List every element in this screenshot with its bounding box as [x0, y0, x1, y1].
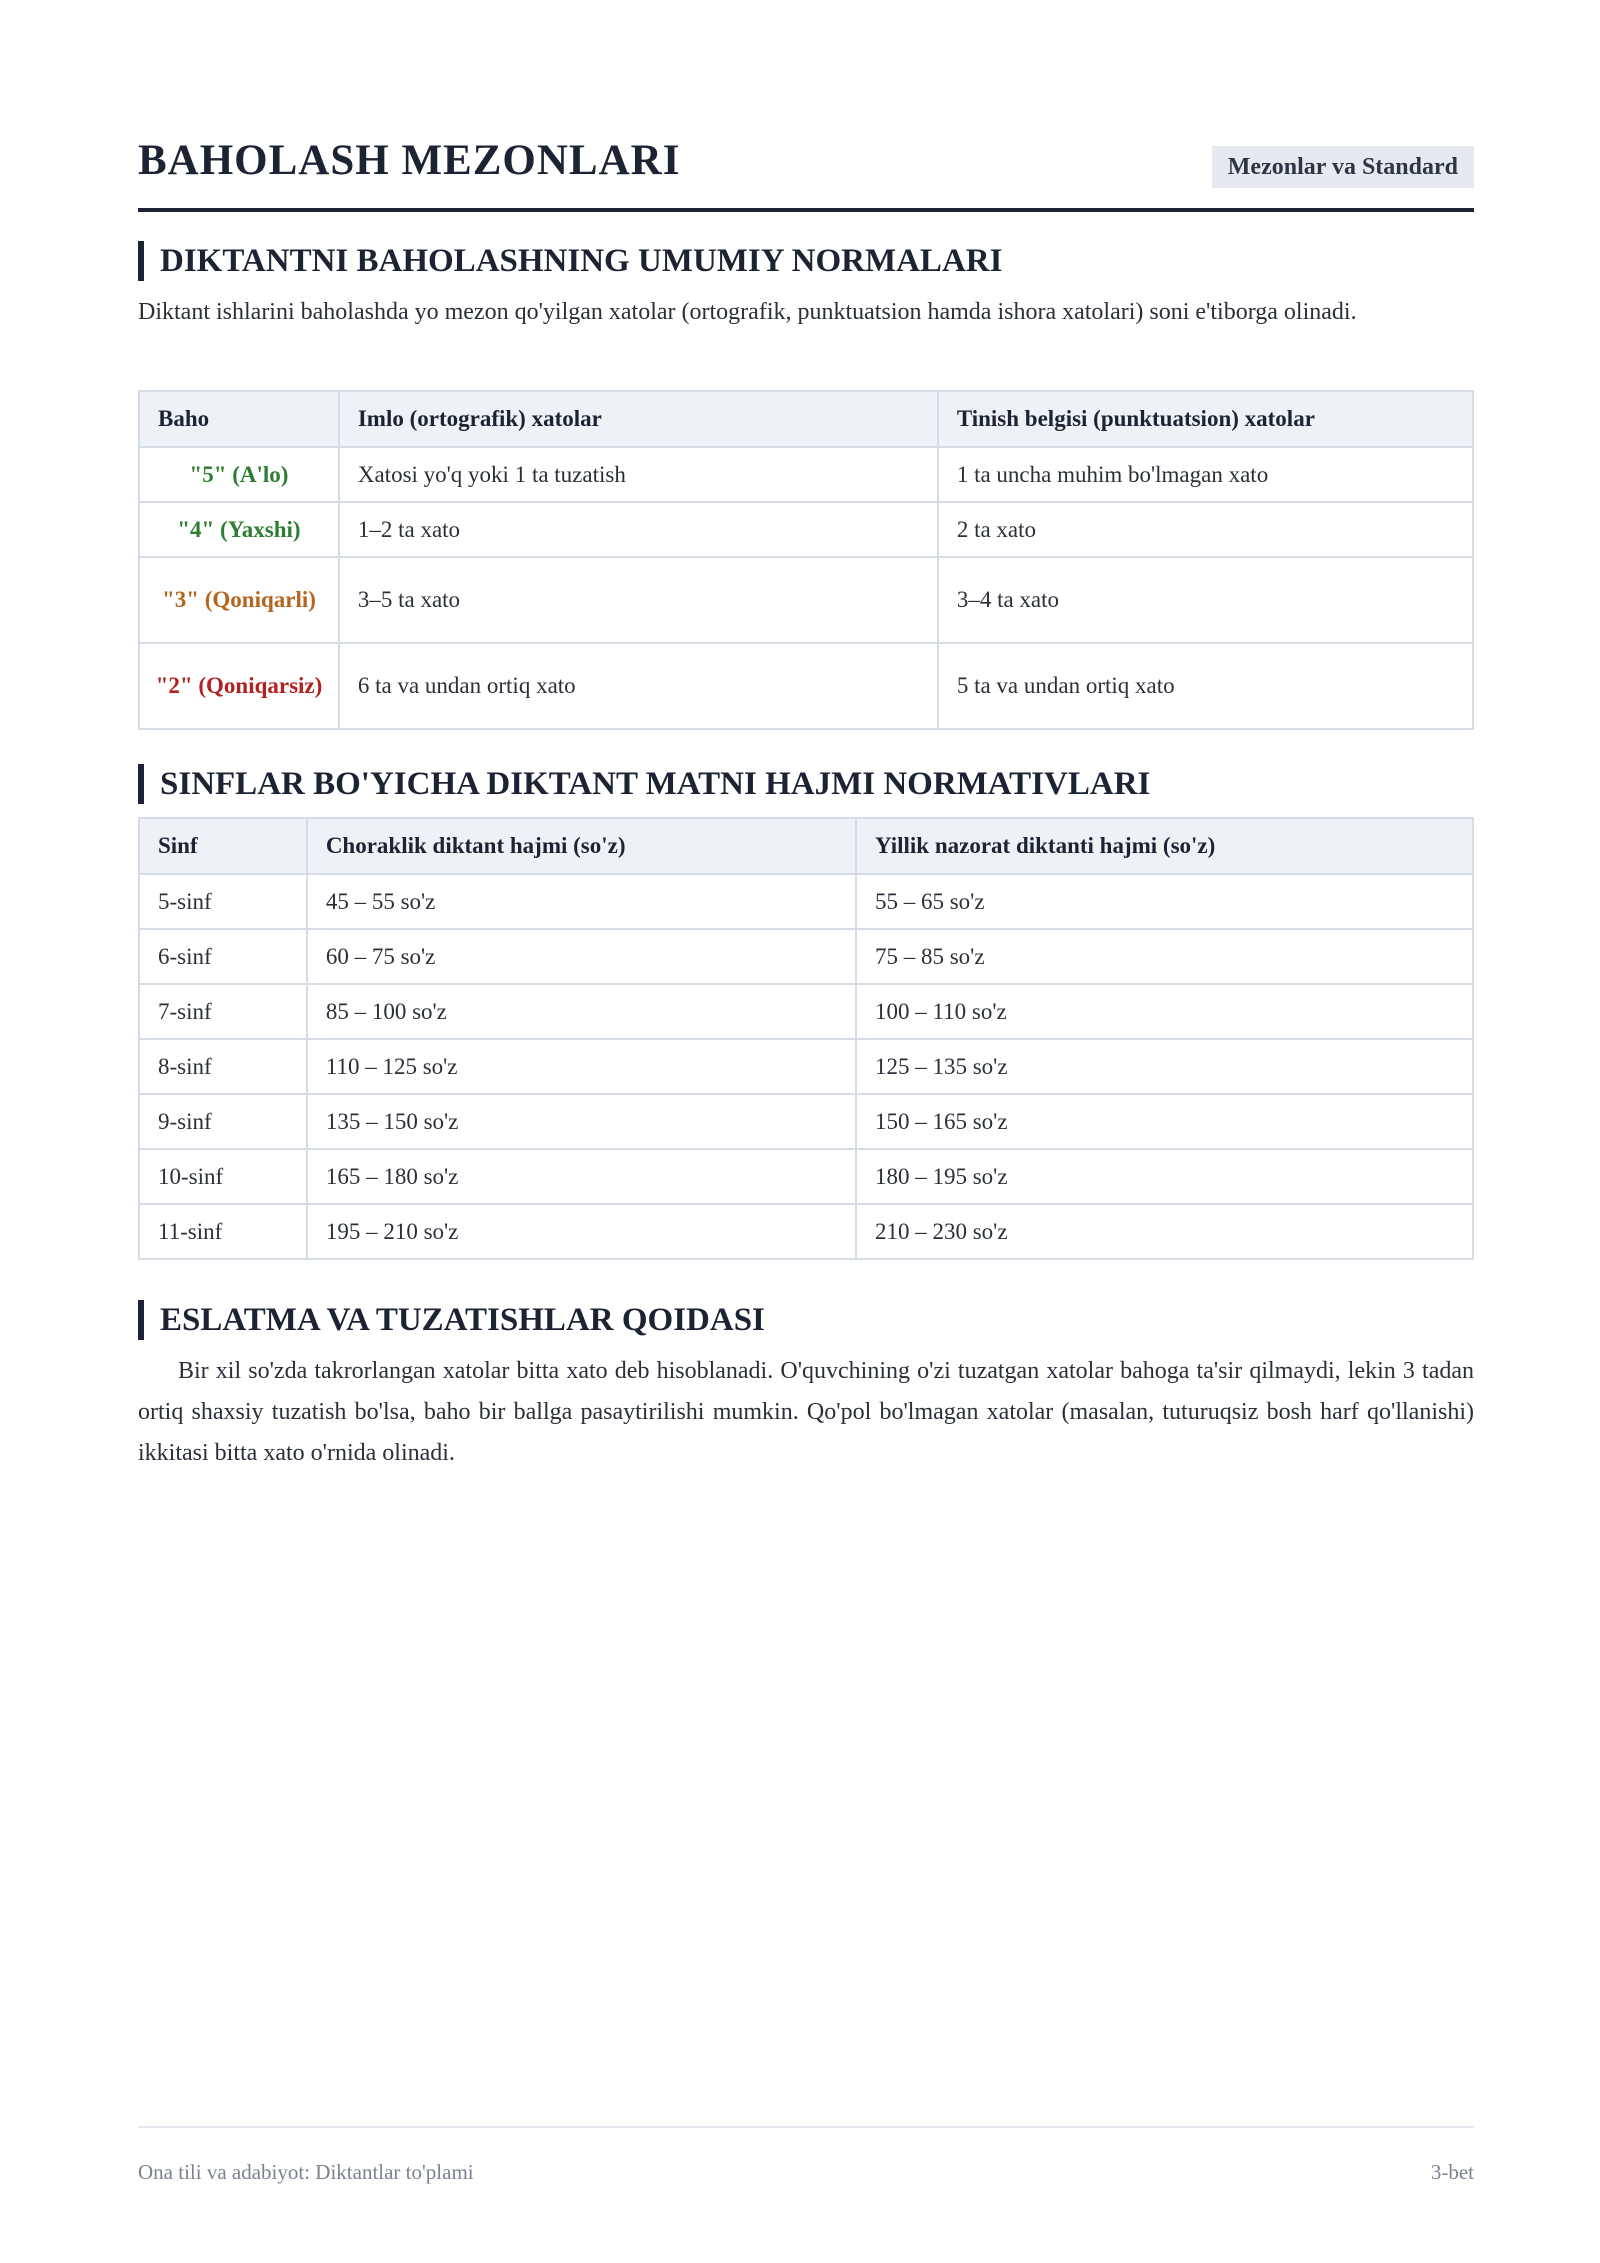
table-row — [139, 929, 1473, 984]
column-header: Sinf — [139, 818, 307, 874]
text-volume-table — [138, 817, 1474, 1260]
column-header: Baho — [139, 391, 339, 447]
table-row — [139, 502, 1473, 557]
annual-volume-cell: 100 – 110 so'z — [856, 984, 1473, 1039]
punctuation-errors-cell: 3–4 ta xato — [938, 557, 1473, 643]
table-row — [139, 984, 1473, 1039]
annual-volume-cell: 55 – 65 so'z — [856, 874, 1473, 929]
table-row — [139, 1204, 1473, 1259]
category-badge: Mezonlar va Standard — [1212, 146, 1474, 188]
annual-volume-cell: 210 – 230 so'z — [856, 1204, 1473, 1259]
section-title-general-norms: DIKTANTNI BAHOLASHNING UMUMIY NORMALARI — [138, 241, 1002, 281]
annual-volume-cell: 150 – 165 so'z — [856, 1094, 1473, 1149]
table-row — [139, 874, 1473, 929]
page-title: BAHOLASH MEZONLARI — [138, 137, 681, 184]
quarterly-volume-cell: 45 – 55 so'z — [307, 874, 856, 929]
page-number: 3-bet — [1430, 2160, 1474, 2184]
grade-level-cell: 10-sinf — [139, 1149, 307, 1204]
grade-level-cell: 7-sinf — [139, 984, 307, 1039]
grade-cell: "4" (Yaxshi) — [139, 502, 339, 557]
grade-level-cell: 8-sinf — [139, 1039, 307, 1094]
punctuation-errors-cell: 5 ta va undan ortiq xato — [938, 643, 1473, 729]
table-row — [139, 643, 1473, 729]
grade-level-cell: 6-sinf — [139, 929, 307, 984]
spelling-errors-cell: 1–2 ta xato — [339, 502, 938, 557]
punctuation-errors-cell: 1 ta uncha muhim bo'lmagan xato — [938, 447, 1473, 502]
punctuation-errors-cell: 2 ta xato — [938, 502, 1473, 557]
section-title-text-volume: SINFLAR BO'YICHA DIKTANT MATNI HAJMI NORMATIVLARI — [138, 764, 1150, 804]
page — [138, 0, 1474, 2263]
quarterly-volume-cell: 85 – 100 so'z — [307, 984, 856, 1039]
column-header: Yillik nazorat diktanti hajmi (so'z) — [856, 818, 1473, 874]
notes-paragraph: Bir xil so'zda takrorlangan xatolar bitta xato deb hisoblanadi. O'quvchining o'zi tuzatgan xatolar bahoga ta'sir qilmaydi, lekin 3 tadan ortiq shaxsiy tuzatish bo'lsa, baho bir ballga pasaytirilishi mumkin. Qo'pol bo'lmagan xatolar (masalan, tuturuqsiz bosh harf qo'llanishi) ikkitasi bitta xato o'rnida olinadi. — [138, 1358, 1474, 1466]
column-header: Tinish belgisi (punktuatsion) xatolar — [938, 391, 1473, 447]
grade-cell: "5" (A'lo) — [139, 447, 339, 502]
quarterly-volume-cell: 135 – 150 so'z — [307, 1094, 856, 1149]
spelling-errors-cell: 6 ta va undan ortiq xato — [339, 643, 938, 729]
quarterly-volume-cell: 195 – 210 so'z — [307, 1204, 856, 1259]
column-header: Imlo (ortografik) xatolar — [339, 391, 938, 447]
table-row — [139, 557, 1473, 643]
grade-level-cell: 11-sinf — [139, 1204, 307, 1259]
grade-level-cell: 9-sinf — [139, 1094, 307, 1149]
page-footer — [138, 2126, 1474, 2184]
table-header-row — [139, 391, 1473, 447]
section-title-notes: ESLATMA VA TUZATISHLAR QOIDASI — [138, 1300, 765, 1340]
page-header — [138, 132, 1474, 212]
grade-level-cell: 5-sinf — [139, 874, 307, 929]
grading-norms-table — [138, 390, 1474, 730]
column-header: Choraklik diktant hajmi (so'z) — [307, 818, 856, 874]
table-header-row — [139, 818, 1473, 874]
table-row — [139, 447, 1473, 502]
grade-cell: "3" (Qoniqarli) — [139, 557, 339, 643]
quarterly-volume-cell: 60 – 75 so'z — [307, 929, 856, 984]
footer-book-title: Ona tili va adabiyot: Diktantlar to'plami — [138, 2160, 474, 2184]
annual-volume-cell: 180 – 195 so'z — [856, 1149, 1473, 1204]
quarterly-volume-cell: 165 – 180 so'z — [307, 1149, 856, 1204]
table-row — [139, 1149, 1473, 1204]
table-row — [139, 1094, 1473, 1149]
grade-cell: "2" (Qoniqarsiz) — [139, 643, 339, 729]
table-row — [139, 1039, 1473, 1094]
annual-volume-cell: 125 – 135 so'z — [856, 1039, 1473, 1094]
section-intro-text: Diktant ishlarini baholashda yo mezon qo'yilgan xatolar (ortografik, punktuatsion hamda ishora xatolari) soni e'tiborga olinadi. — [138, 299, 1357, 325]
spelling-errors-cell: Xatosi yo'q yoki 1 ta tuzatish — [339, 447, 938, 502]
annual-volume-cell: 75 – 85 so'z — [856, 929, 1473, 984]
spelling-errors-cell: 3–5 ta xato — [339, 557, 938, 643]
quarterly-volume-cell: 110 – 125 so'z — [307, 1039, 856, 1094]
